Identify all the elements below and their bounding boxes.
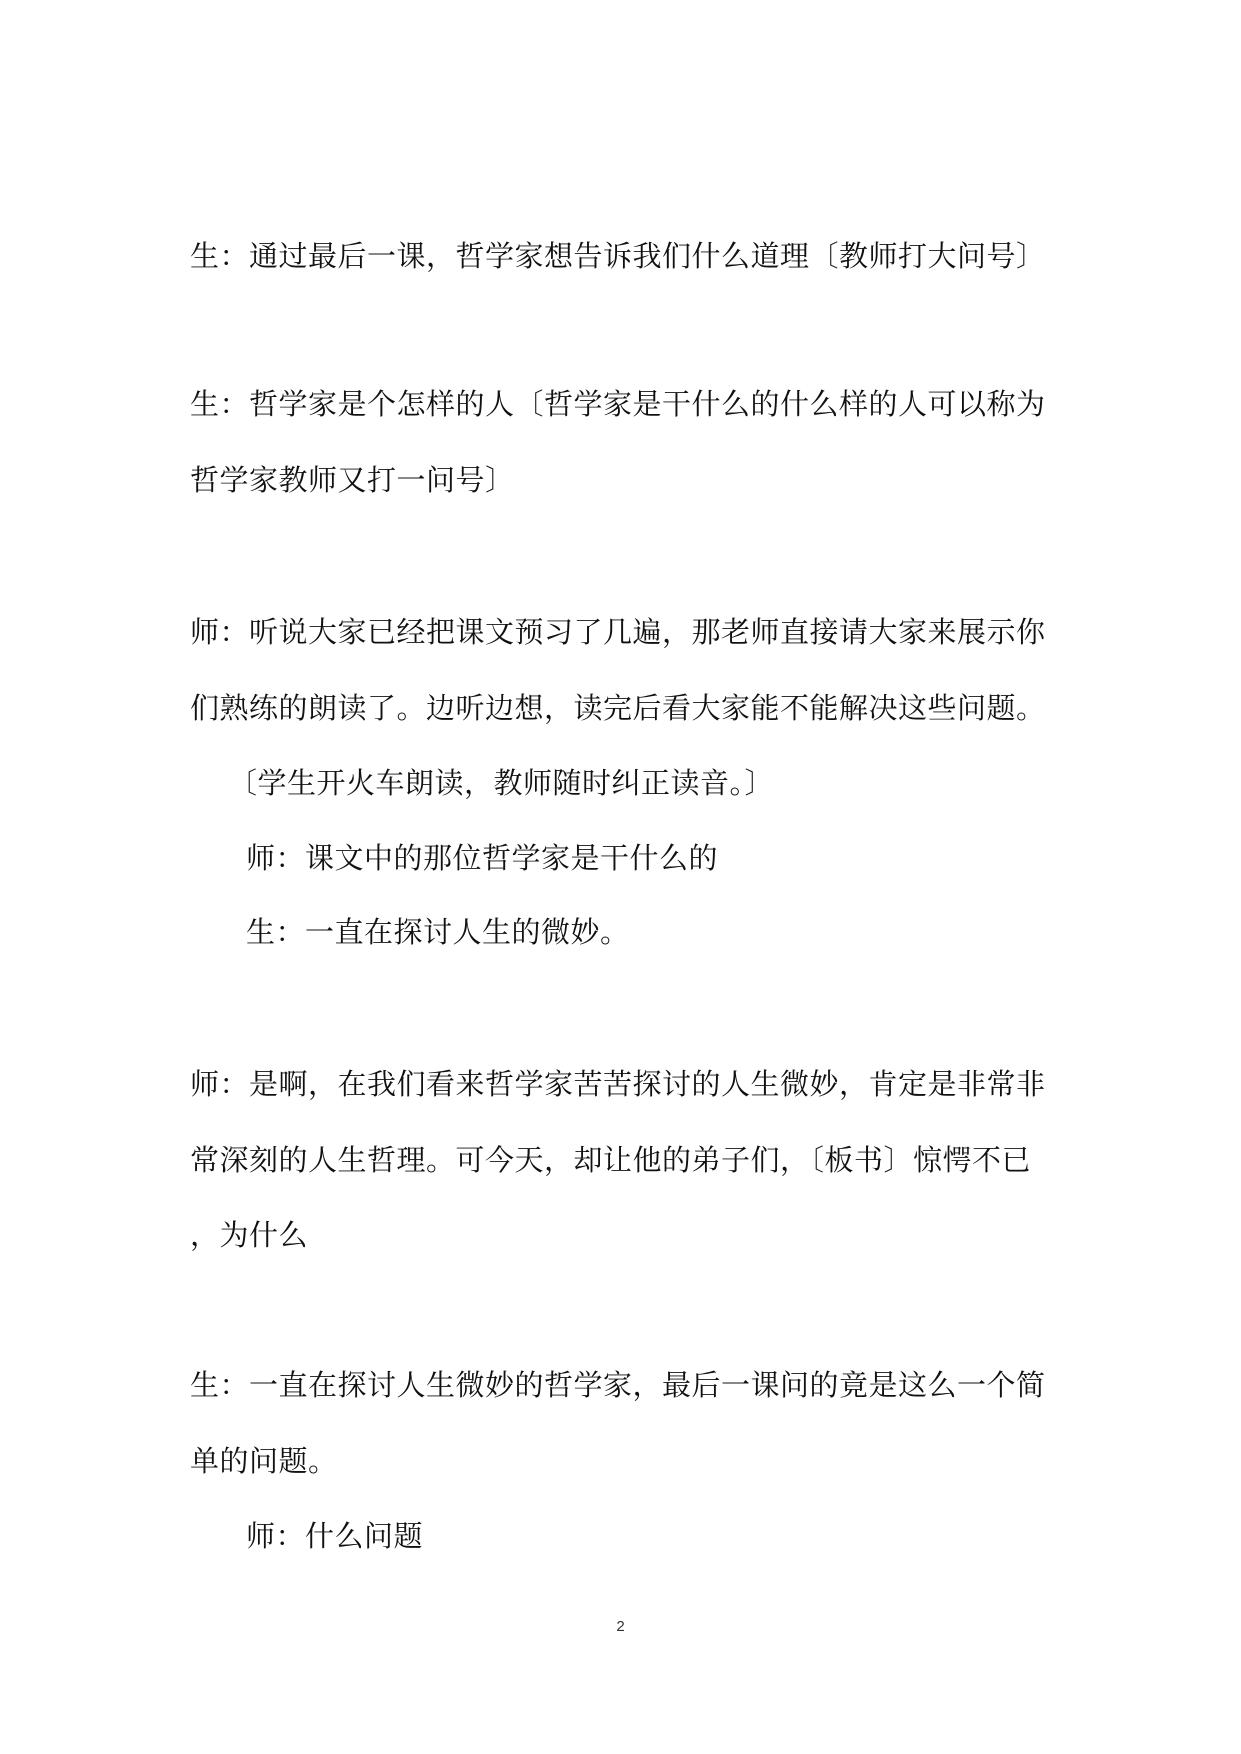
text-line-10: 常深刻的人生哲理。可今天，却让他的弟子们，〔板书〕惊愕不已 [190, 1143, 1032, 1177]
text-line-13: 单的问题。 [190, 1444, 338, 1478]
text-line-7: 师：课文中的那位哲学家是干什么的 [246, 841, 719, 875]
text-line-5: 们熟练的朗读了。边听边想，读完后看大家能不能解决这些问题。 [190, 691, 1046, 725]
page-number: 2 [616, 1618, 625, 1635]
text-line-9: 师：是啊，在我们看来哲学家苦苦探讨的人生微妙，肯定是非常非 [190, 1067, 1046, 1101]
text-line-8: 生：一直在探讨人生的微妙。 [246, 915, 630, 949]
text-line-3: 哲学家教师又打一问号〕 [190, 463, 515, 497]
text-line-2: 生：哲学家是个怎样的人〔哲学家是干什么的什么样的人可以称为 [190, 387, 1046, 421]
text-line-14: 师：什么问题 [246, 1519, 424, 1553]
text-line-6: 〔学生开火车朗读，教师随时纠正读音。〕 [228, 766, 775, 800]
text-line-12: 生：一直在探讨人生微妙的哲学家，最后一课问的竟是这么一个简 [190, 1368, 1046, 1402]
text-line-4: 师：听说大家已经把课文预习了几遍，那老师直接请大家来展示你 [190, 615, 1046, 649]
text-line-11: ，为什么 [190, 1218, 309, 1252]
text-line-1: 生：通过最后一课，哲学家想告诉我们什么道理〔教师打大问号〕 [190, 239, 1046, 273]
